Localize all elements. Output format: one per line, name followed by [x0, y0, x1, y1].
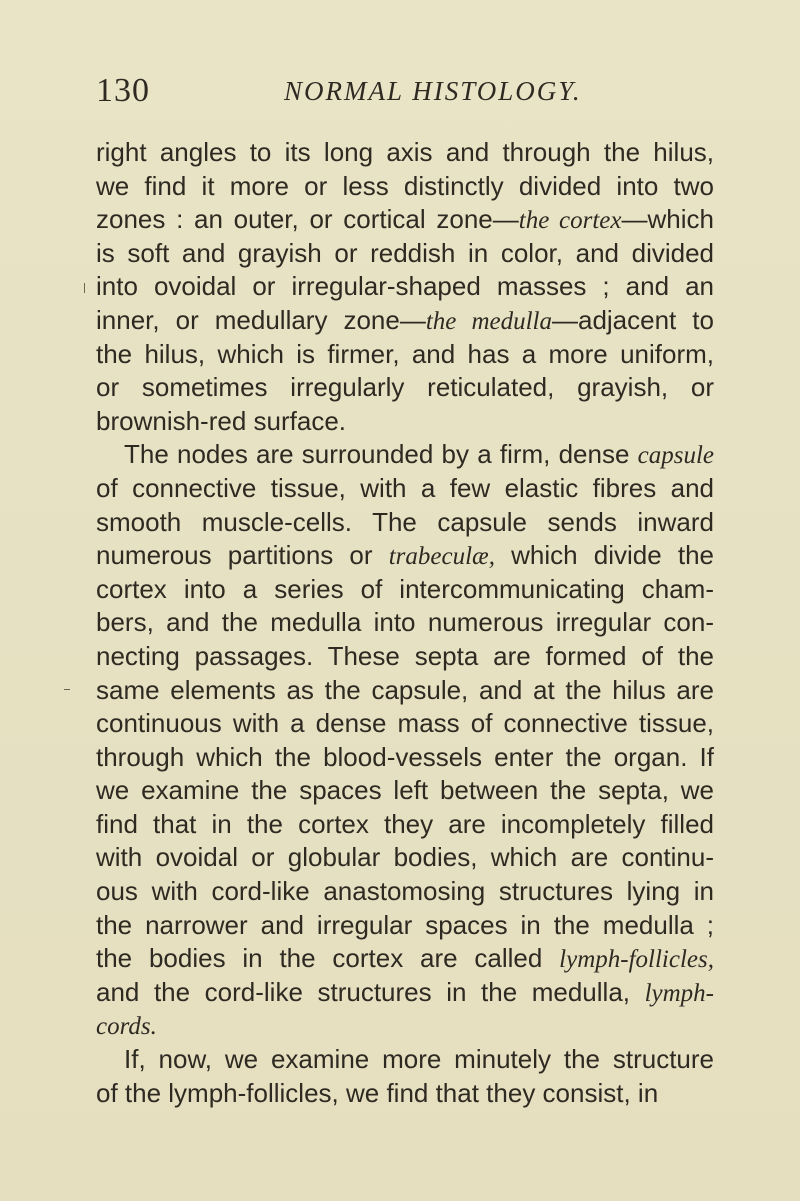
text-line: [96, 1043, 714, 1077]
text-line: [96, 808, 714, 842]
text-run: which divide the: [494, 540, 714, 571]
text-run: smooth muscle-cells. The capsule sends inward: [96, 506, 714, 537]
text-line: [96, 606, 714, 640]
text-line: [96, 371, 714, 405]
margin-mark: [64, 689, 70, 690]
text-run: —adjacent to: [551, 304, 714, 335]
text-run: zones : an outer, or cortical zone—: [96, 204, 519, 235]
text-run: necting passages. These septa are formed of the: [96, 640, 714, 671]
text-run: same elements as the capsule, and at the hilus are: [96, 674, 714, 705]
text-run: with ovoidal or globular bodies, which are continu-: [96, 842, 714, 873]
text-run: cortex into a series of intercommunicating cham-: [96, 573, 714, 604]
text-line: [96, 841, 714, 875]
text-line: [96, 1077, 714, 1111]
text-run: brownish-red surface.: [96, 405, 346, 436]
text-line: [96, 237, 714, 271]
text-line: [96, 674, 714, 708]
text-line: [96, 741, 714, 775]
text-line: [96, 438, 714, 472]
text-run: we examine the spaces left between the septa, we: [96, 775, 714, 806]
text-run: ous with cord-like anastomosing structures lying in: [96, 876, 714, 907]
text-run: The nodes are surrounded by a firm, dense: [124, 439, 638, 470]
italic-term: the medulla: [425, 307, 552, 335]
italic-term: trabeculæ,: [388, 543, 495, 571]
text-run: we find it more or less distinctly divided into two: [96, 170, 714, 201]
text-run: find that in the cortex they are incompletely filled: [96, 808, 714, 839]
text-run: right angles to its long axis and through the hilus,: [96, 137, 714, 167]
text-run: of connective tissue, with a few elastic fibres and: [96, 472, 714, 503]
text-line: [96, 405, 714, 439]
body-text: [96, 136, 714, 1110]
text-line: [96, 304, 714, 338]
text-line: [96, 270, 714, 304]
text-line: [96, 942, 714, 976]
text-run: of the lymph-follicles, we find that they consist, in: [96, 1077, 659, 1108]
text-line: [96, 976, 714, 1010]
text-run: the hilus, which is firmer, and has a more uniform,: [96, 338, 714, 369]
text-run: continuous with a dense mass of connective tissue,: [96, 708, 714, 739]
text-run: through which the blood-vessels enter the organ. If: [96, 741, 714, 772]
italic-term: lymph-follicles,: [559, 946, 714, 974]
italic-term: the cortex: [518, 207, 622, 235]
italic-term: capsule: [637, 442, 714, 470]
text-run: numerous partitions or: [96, 540, 389, 571]
italic-term: lymph-: [644, 979, 714, 1007]
text-line: [96, 170, 714, 204]
text-run: and the cord-like structures in the medulla,: [96, 976, 645, 1007]
page-number: 130: [96, 72, 150, 109]
text-run: bers, and the medulla into numerous irregular con-: [96, 607, 714, 638]
text-run: the bodies in the cortex are called: [96, 943, 560, 974]
italic-term: cords.: [96, 1013, 157, 1041]
text-line: [96, 875, 714, 909]
text-line: [96, 472, 714, 506]
margin-mark: [84, 283, 85, 293]
text-line: [96, 203, 714, 237]
running-title: NORMAL HISTOLOGY.: [284, 76, 582, 106]
text-run: inner, or medullary zone—: [96, 304, 426, 335]
running-head: [96, 72, 716, 112]
text-line: [96, 506, 714, 540]
text-line: [96, 707, 714, 741]
text-line: [96, 573, 714, 607]
text-run: is soft and grayish or reddish in color, and divided: [96, 237, 714, 268]
text-run: or sometimes irregularly reticulated, grayish, or: [96, 372, 714, 403]
text-run: —which: [621, 204, 714, 235]
text-line: [96, 1009, 714, 1043]
text-line: [96, 338, 714, 372]
text-run: If, now, we examine more minutely the structure: [124, 1044, 714, 1075]
text-line: [96, 774, 714, 808]
text-line: [96, 539, 714, 573]
text-run: the narrower and irregular spaces in the medulla ;: [96, 909, 714, 940]
text-line: [96, 640, 714, 674]
text-line: [96, 136, 714, 170]
text-run: into ovoidal or irregular-shaped masses ; and an: [96, 271, 714, 302]
text-line: [96, 909, 714, 943]
